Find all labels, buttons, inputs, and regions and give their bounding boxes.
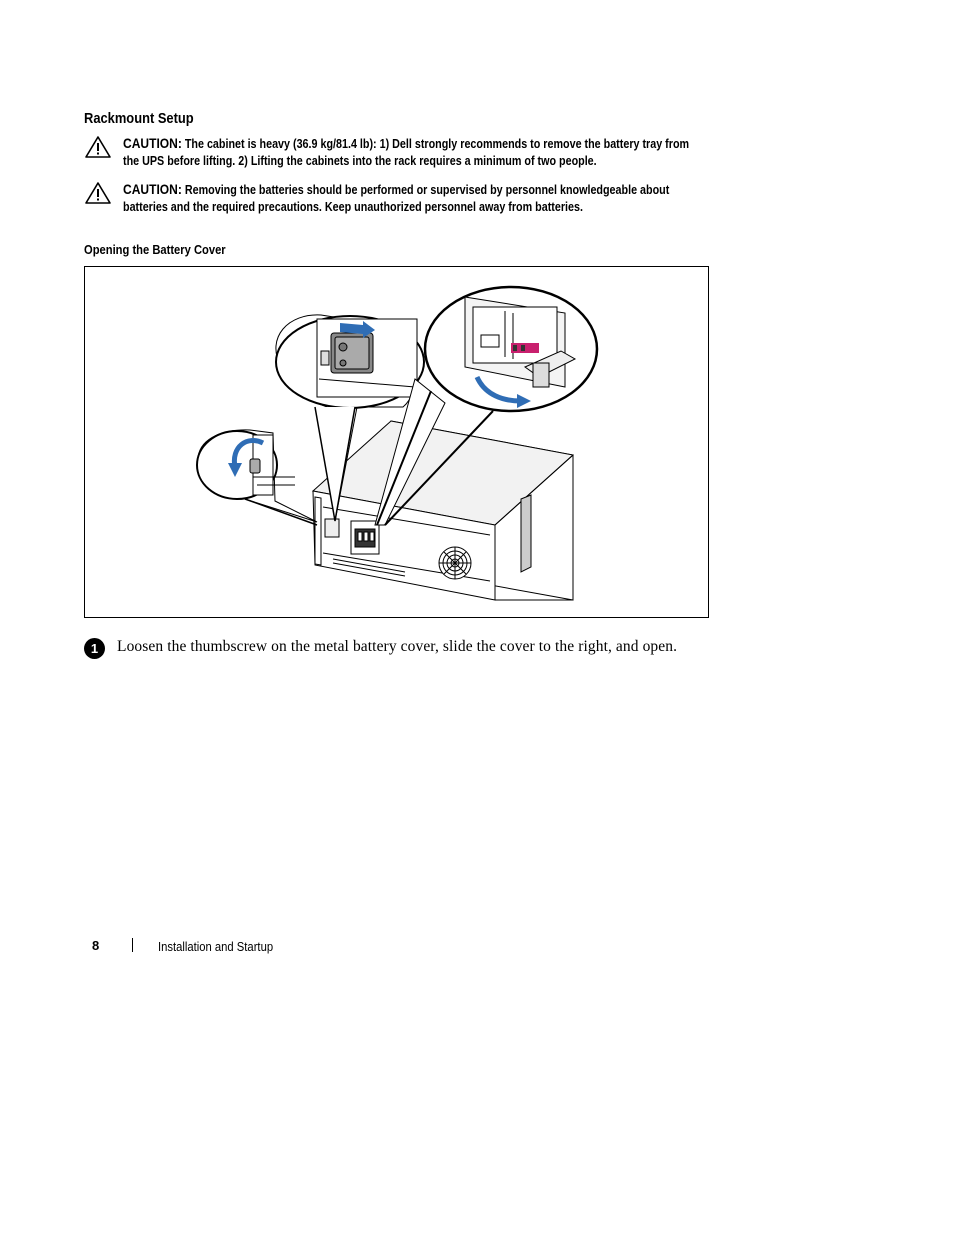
caution-text-line — [123, 135, 689, 151]
subsection-title: Opening the Battery Cover — [84, 242, 226, 257]
warning-triangle-icon — [84, 181, 112, 205]
footer-divider — [132, 938, 133, 952]
caution-label: CAUTION: — [123, 181, 182, 197]
section-title: Rackmount Setup — [84, 110, 194, 127]
footer-chapter-title: Installation and Startup — [158, 940, 274, 954]
step-number-badge: 1 — [84, 638, 105, 659]
caution-text: The cabinet is heavy (36.9 kg/81.4 lb): 1) Dell strongly recommends to remove the battery tray from — [184, 137, 690, 151]
step-text: Loosen the thumbscrew on the metal battery cover, slide the cover to the right, and open. — [117, 638, 678, 655]
caution-text-line: the UPS before lifting. 2) Lifting the cabinets into the rack requires a minimum of two people. — [123, 154, 597, 168]
warning-triangle-icon — [84, 135, 112, 159]
caution-label: CAUTION: — [123, 135, 182, 151]
ups-illustration — [85, 267, 708, 617]
page-number: 8 — [92, 938, 100, 953]
caution-text-line — [123, 181, 669, 197]
caution-text: Removing the batteries should be performed or supervised by personnel knowledgeable about — [184, 183, 670, 197]
thumbscrew-callout — [197, 430, 317, 525]
caution-text-line: batteries and the required precautions. Keep unauthorized personnel away from batteries. — [123, 200, 583, 214]
ups-cabinet — [313, 421, 573, 600]
caution-notice — [84, 181, 764, 221]
caution-notice — [84, 135, 764, 175]
battery-cover-illustration — [84, 266, 709, 618]
